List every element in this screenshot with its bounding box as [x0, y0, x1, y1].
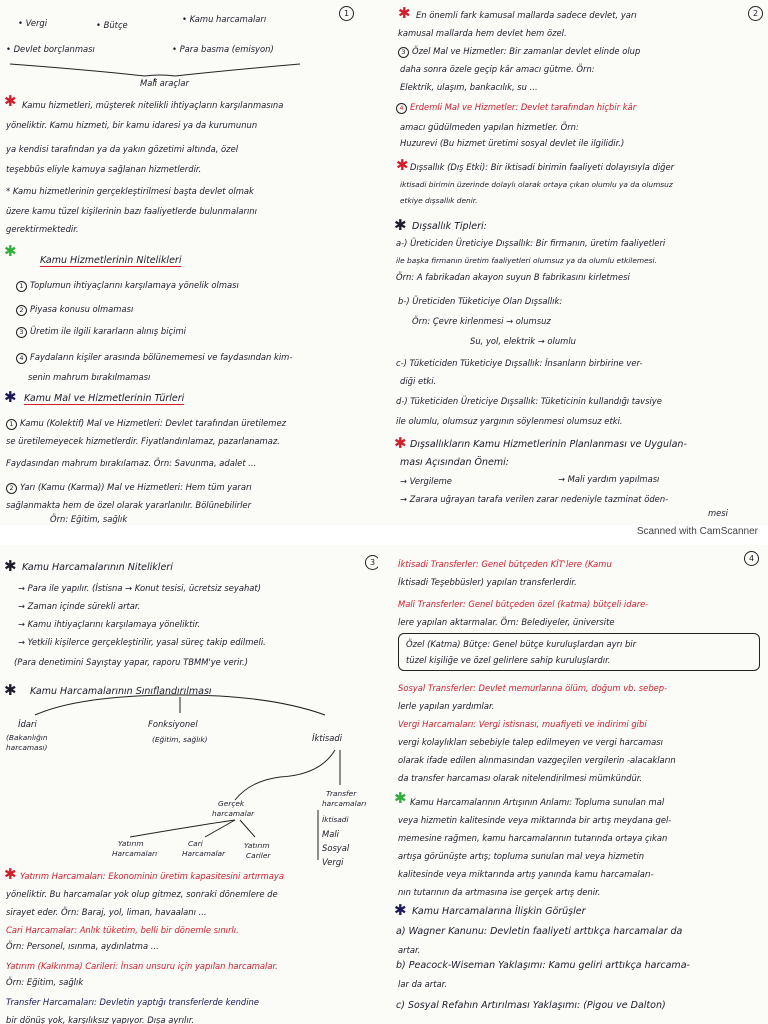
yari-line: 2 Yarı (Kamu (Karma)) Mal ve Hizmetleri: Hem tüm yararı — [6, 482, 252, 494]
erdemli-line: Huzurevi (Bu hizmet üretimi sosyal devlet ile ilgilidir.) — [400, 138, 625, 148]
vergi-harcamalari-line: olarak ifade edilen alınmasından vazgeçilen vergilerin -alacakların — [398, 755, 676, 765]
nitelik-item: 4 Faydaların kişiler arasında bölünememesi ve faydasından kim- — [16, 352, 292, 364]
dissallik-c-line: diği etki. — [400, 376, 437, 386]
tree-gercek: harcamalar — [212, 809, 255, 818]
source-butce: • Bütçe — [96, 20, 128, 30]
ozel-butce-line: Özel (Katma) Bütçe: Genel bütçe kuruluşlardan ayrı bir — [406, 639, 637, 649]
scanned-watermark: Scanned with CamScanner — [636, 526, 758, 537]
tree-cari: Harcamalar — [182, 849, 226, 858]
tree-idari-note: harcaması) — [6, 743, 48, 752]
vergi-harcamalari-line: Vergi Harcamaları: Vergi istisnası, muafiyeti ve indirimi gibi — [398, 719, 647, 729]
onem-arrow-item: mesi — [708, 508, 729, 518]
onem-arrow-item: → Vergileme — [400, 476, 452, 486]
page-number-2: 2 — [748, 6, 763, 21]
dissallik-line: etkiye dışsallık denir. — [400, 196, 478, 205]
tree-yatirim-cari: Yatırım — [244, 841, 270, 850]
definition-line: yöneliktir. Kamu hizmeti, bir kamu idaresi ya da kurumunun — [6, 120, 258, 130]
page-number-3: 3 — [365, 555, 378, 570]
dissallik-a-line: a-) Üreticiden Üreticiye Dışsallık: Bir firmanın, üretim faaliyetleri — [396, 238, 666, 248]
artis-line: nın tutarının da artmasına ise gerçek artış denir. — [398, 887, 601, 897]
mali-araclar-caption: Mali araçlar — [140, 78, 189, 88]
tree-transfer-item: İktisadi — [322, 815, 349, 824]
nitelik-item: → Para ile yapılır. (İstisna → Konut tesisi, ücretsiz seyahat) — [18, 583, 261, 593]
nitelik-item: 3 Üretim ile ilgili kararların alınış biçimi — [16, 326, 186, 338]
kalkinma-line: Yatırım (Kalkınma) Carileri: İnsan unsuru için yapılan harcamalar. — [6, 961, 278, 971]
black-star-icon: ✱ — [4, 681, 17, 699]
nitelik-item: → Zaman içinde sürekli artar. — [18, 601, 141, 611]
erdemli-line: 4 Erdemli Mal ve Hizmetler: Devlet tarafından hiçbir kâr — [396, 102, 636, 114]
gorus-b-line: b) Peacock-Wiseman Yaklaşımı: Kamu geliri arttıkça harcama- — [396, 960, 690, 971]
mali-transfer-line: lere yapılan aktarmalar. Örn: Belediyeler, üniversite — [398, 617, 615, 627]
tree-cari: Cari — [188, 839, 203, 848]
definition-line: üzere kamu tüzel kişilerinin bazı faaliyetlerde bulunmalarını — [6, 206, 257, 216]
ozel-butce-line: tüzel kişiliğe ve özel gelirlere sahip kuruluşlardır. — [406, 655, 611, 665]
dissallik-c-line: c-) Tüketiciden Tüketiciye Dışsallık: İnsanların birbirine ver- — [396, 358, 643, 368]
kolektif-line: Faydasından mahrum bırakılamaz. Örn: Savunma, adalet ... — [6, 458, 257, 468]
note-page-2 — [378, 0, 768, 525]
gorus-c-line: c) Sosyal Refahın Artırılması Yaklaşımı: (Pigou ve Dalton) — [396, 1000, 666, 1011]
erdemli-line: amacı güdülmeden yapılan hizmetler. Örn: — [400, 122, 579, 132]
nitelikler-title: Kamu Harcamalarının Nitelikleri — [22, 562, 173, 573]
gorus-a-line: artar. — [398, 945, 421, 955]
tree-transfer: harcamaları — [322, 799, 367, 808]
cari-line: Cari Harcamalar: Anlık tüketim, belli bir dönemle sınırlı. — [6, 925, 239, 935]
yari-line: sağlanmakta hem de özel olarak yararlanılır. Bölünebilirler — [6, 500, 252, 510]
tree-idari: İdari — [18, 719, 37, 729]
page-number-1: 1 — [339, 6, 354, 21]
dissallik-a-line: Örn: A fabrikadan akayon suyun B fabrikasını kirletmesi — [396, 272, 630, 282]
sosyal-transfer-line: lerle yapılan yardımlar. — [398, 701, 495, 711]
definition-line: teşebbüs eliyle kamuya sağlanan hizmetlerdir. — [6, 164, 202, 174]
nitelik-item: (Para denetimini Sayıştay yapar, raporu TBMM'ye verir.) — [14, 657, 248, 667]
tree-yatirim: Harcamaları — [112, 849, 158, 858]
artis-line: veya hizmetin kalitesinde veya miktarında bir artış meydana gel- — [398, 815, 672, 825]
yatirim-line: Yatırım Harcamaları: Ekonominin üretim kapasitesini artırmaya — [20, 871, 284, 881]
gorus-b-line: lar da artar. — [398, 979, 448, 989]
nitelik-item-cont: senin mahrum bırakılmaması — [28, 372, 151, 382]
black-star-icon: ✱ — [394, 901, 407, 919]
mali-transfer-line: Mali Transferler: Genel bütçeden özel (katma) bütçeli idare- — [398, 599, 649, 609]
ozel-mal-line: daha sonra özele geçip kâr amacı gütme. Örn: — [400, 64, 595, 74]
source-devlet-borclanmasi: • Devlet borçlanması — [6, 44, 95, 54]
dissallik-d-line: d-) Tüketiciden Üreticiye Dışsallık: Tüketicinin kullandığı tavsiye — [396, 396, 662, 406]
page-number-4: 4 — [744, 551, 759, 566]
tree-fonksiyonel-note: (Eğitim, sağlık) — [152, 735, 208, 744]
source-vergi: • Vergi — [18, 18, 48, 28]
tree-transfer-item: Mali — [322, 829, 340, 839]
transfer-line: bir dönüş yok, karşılıksız yapıyor. Dışa ayrılır. — [6, 1015, 195, 1024]
classification-tree — [0, 545, 378, 1024]
tree-idari-note: (Bakanlığın — [6, 733, 48, 742]
nitelik-item: 2 Piyasa konusu olmaması — [16, 304, 133, 316]
nitelik-item: 1 Toplumun ihtiyaçlarını karşılamaya yönelik olması — [16, 280, 239, 292]
tree-transfer: Transfer — [326, 789, 357, 798]
source-kamu-harcamalari: • Kamu harcamaları — [182, 14, 267, 24]
kalkinma-line: Örn: Eğitim, sağlık — [6, 977, 84, 987]
red-star-icon: ✱ — [398, 4, 411, 22]
note-page-3 — [0, 545, 378, 1024]
red-star-icon: ✱ — [4, 92, 17, 110]
classification-title: Kamu Harcamalarının Sınıflandırılması — [30, 686, 212, 697]
dissallik-b-line: b-) Üreticiden Tüketiciye Olan Dışsallık: — [398, 296, 563, 306]
nitelik-item: → Kamu ihtiyaçlarını karşılamaya yöneliktir. — [18, 619, 201, 629]
green-star-icon: ✱ — [394, 789, 407, 807]
green-star-icon: ✱ — [4, 242, 17, 260]
dissallik-b-line: Su, yol, elektrik → olumlu — [470, 336, 576, 346]
dissallik-line: Dışsallık (Dış Etki): Bir iktisadi birimin faaliyeti dolayısıyla diğer — [410, 162, 675, 172]
tree-fonksiyonel: Fonksiyonel — [148, 719, 198, 729]
nitelik-item: → Yetkili kişilerce gerçekleştirilir, yasal süreç takip edilmeli. — [18, 637, 266, 647]
note-page-1 — [0, 0, 378, 525]
artis-line: artışa görünüşte artış; topluma sunulan mal veya hizmetin — [398, 851, 645, 861]
red-star-icon: ✱ — [396, 156, 409, 174]
transfer-line: Transfer Harcamaları: Devletin yaptığı transferlerde kendine — [6, 997, 260, 1007]
cari-line: Örn: Personel, ısınma, aydınlatma ... — [6, 941, 159, 951]
tree-transfer-item: Vergi — [322, 857, 344, 867]
note-page-4 — [378, 545, 768, 1024]
dissallik-line: iktisadi birimin üzerinde dolaylı olarak ortaya çıkan olumlu ya da olumsuz — [400, 180, 673, 189]
dissallik-a-line: ile başka firmanın üretim faaliyetleri olumsuz ya da olumlu etkilemesi. — [396, 256, 657, 265]
sosyal-transfer-line: Sosyal Transferler: Devlet memurlarına ölüm, doğum vb. sebep- — [398, 683, 668, 693]
gorusler-title: Kamu Harcamalarına İlişkin Görüşler — [412, 906, 586, 917]
tree-iktisadi: İktisadi — [312, 733, 343, 743]
iktisadi-transfer-line: İktisadi Teşebbüsler) yapılan transferlerdir. — [398, 577, 577, 587]
black-star-icon: ✱ — [4, 557, 17, 575]
onem-arrow-item: → Zarara uğrayan tarafa verilen zarar nedeniyle tazminat öden- — [400, 494, 669, 504]
yatirim-line: sirayet eder. Örn: Baraj, yol, liman, havaalanı ... — [6, 907, 207, 917]
artis-line: memesine rağmen, kamu harcamalarının tutarında ortaya çıkan — [398, 833, 668, 843]
definition-line: Kamu hizmetleri, müşterek nitelikli ihtiyaçların karşılanmasına — [22, 100, 284, 110]
mal-turleri-title: Kamu Mal ve Hizmetlerinin Türleri — [24, 393, 185, 404]
vergi-harcamalari-line: da transfer harcaması olarak nitelendirilmesi mümkündür. — [398, 773, 643, 783]
artis-line: Kamu Harcamalarının Artışının Anlamı: Topluma sunulan mal — [410, 797, 665, 807]
kolektif-line: 1 Kamu (Kolektif) Mal ve Hizmetleri: Devlet tarafından üretilemez — [6, 418, 286, 430]
ozel-mal-line: Elektrik, ulaşım, bankacılık, su ... — [400, 82, 538, 92]
source-para-basma: • Para basma (emisyon) — [172, 44, 274, 54]
artis-line: kalitesinde veya miktarında artış yanında kamu harcamaları- — [398, 869, 654, 879]
ozel-mal-line: 3 Özel Mal ve Hizmetler: Bir zamanlar devlet elinde olup — [398, 46, 640, 58]
red-star-icon: ✱ — [4, 865, 17, 883]
intro-line: En önemli fark kamusal mallarda sadece devlet, yarı — [416, 10, 637, 20]
tree-transfer-item: Sosyal — [322, 843, 350, 853]
gorus-a-line: a) Wagner Kanunu: Devletin faaliyeti arttıkça harcamalar da — [396, 926, 683, 937]
black-star-icon: ✱ — [394, 216, 407, 234]
nitelikler-title: Kamu Hizmetlerinin Nitelikleri — [40, 255, 182, 266]
black-star-icon: ✱ — [4, 388, 17, 406]
onem-line: Dışsallıkların Kamu Hizmetlerinin Planlanması ve Uygulan- — [410, 439, 687, 450]
dissallik-tipleri-title: Dışsallık Tipleri: — [412, 221, 487, 232]
yari-line: Örn: Eğitim, sağlık — [50, 514, 128, 524]
definition-line: gerektirmektedir. — [6, 224, 79, 234]
onem-line: ması Açısından Önemi: — [400, 457, 509, 468]
onem-arrow-item: → Mali yardım yapılması — [558, 474, 660, 484]
definition-line: ya kendisi tarafından ya da yakın gözetimi altında, özel — [6, 144, 239, 154]
red-star-icon: ✱ — [394, 434, 407, 452]
yatirim-line: yöneliktir. Bu harcamalar yok olup gitmez, sonraki dönemlere de — [6, 889, 278, 899]
intro-line: kamusal mallarda hem devlet hem özel. — [398, 28, 567, 38]
iktisadi-transfer-line: İktisadi Transferler: Genel bütçeden KİT'lere (Kamu — [398, 559, 612, 569]
dissallik-d-line: ile olumlu, olumsuz yargının söylenmesi olumsuz etki. — [396, 416, 623, 426]
tree-yatirim-cari: Cariler — [246, 851, 271, 860]
definition-line: * Kamu hizmetlerinin gerçekleştirilmesi başta devlet olmak — [6, 186, 254, 196]
tree-yatirim: Yatırım — [118, 839, 144, 848]
tree-gercek: Gerçek — [218, 799, 245, 808]
dissallik-b-line: Örn: Çevre kirlenmesi → olumsuz — [412, 316, 551, 326]
vergi-harcamalari-line: vergi kolaylıkları sebebiyle talep edilmeyen ve vergi harcaması — [398, 737, 663, 747]
kolektif-line: se üretilemeyecek hizmetlerdir. Fiyatlandırılamaz, pazarlanamaz. — [6, 436, 280, 446]
